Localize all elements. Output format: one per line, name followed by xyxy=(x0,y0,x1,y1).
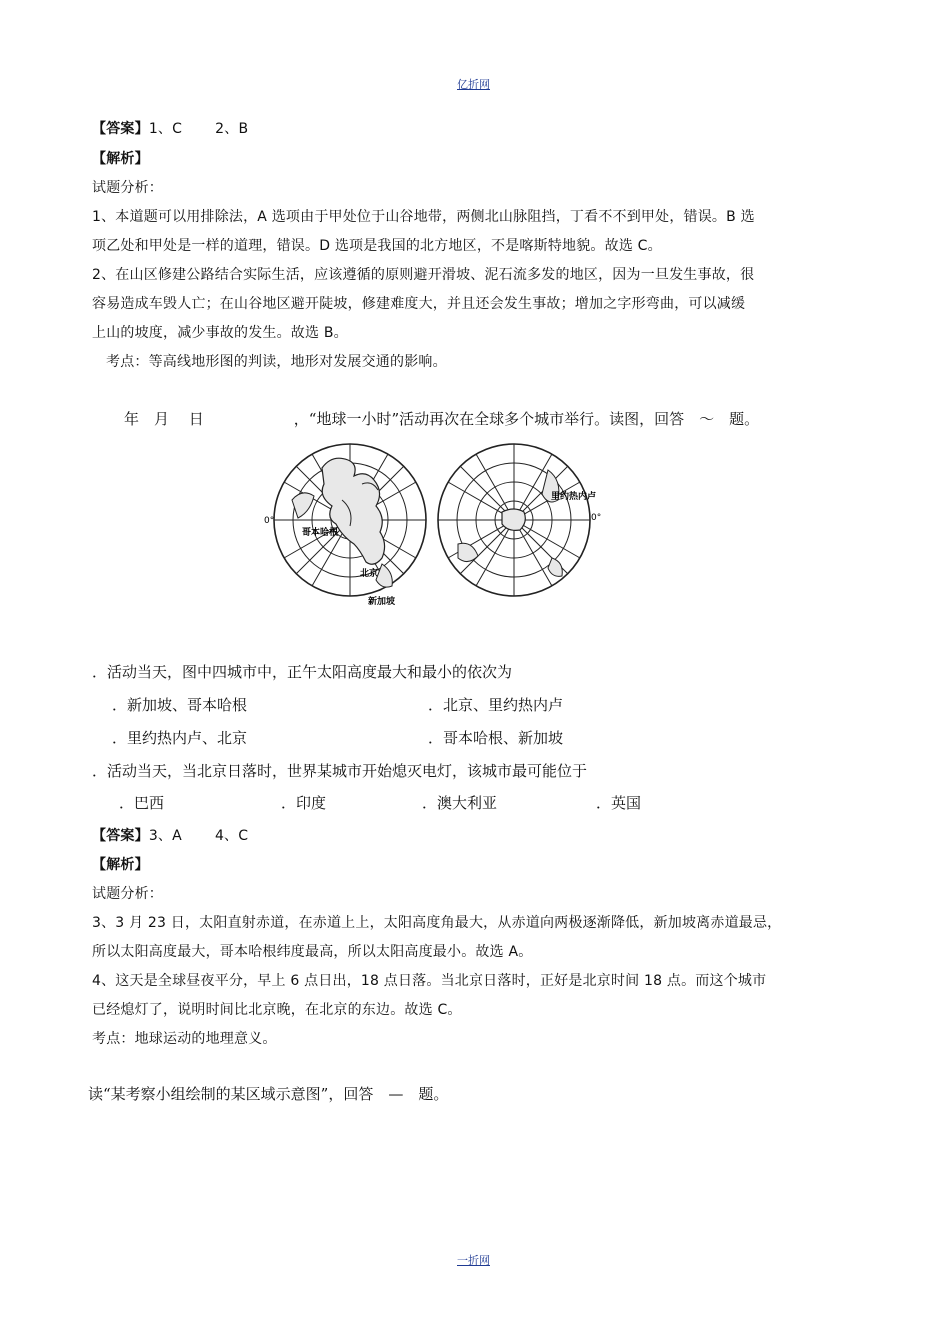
kaodian-2: 考点：地球运动的地理意义。 xyxy=(92,1031,277,1047)
page-header[interactable]: 亿折网 xyxy=(457,78,490,91)
analysis-label: 试题分析： xyxy=(92,886,163,902)
city-label-beijing: 北京 xyxy=(360,569,379,579)
city-label-copenhagen: 哥本哈根 xyxy=(302,528,339,538)
left-map-degree-label: 0° xyxy=(264,516,275,526)
south-polar-map xyxy=(438,444,590,596)
analysis-tag: 【解析】 xyxy=(92,151,149,167)
right-map-degree-label: 0° xyxy=(591,513,602,523)
q3-option-a: ．新加坡、哥本哈根 xyxy=(112,696,248,714)
answer-tag: 【答案】 xyxy=(92,121,149,137)
analysis-p2-line2: 容易造成车毁人亡；在山谷地区避开陡坡，修建难度大，并且还会发生事故；增加之字形弯曲，可以减缓 xyxy=(92,296,746,312)
question-intro: 年 月 日 ，“地球一小时”活动再次在全球多个城市举行。读图，回答 ～ 题。 xyxy=(124,410,760,428)
polar-maps-figure xyxy=(262,440,632,612)
analysis-label: 试题分析： xyxy=(92,180,163,196)
page-footer[interactable]: 一折网 xyxy=(457,1254,490,1267)
analysis-p3-line2: 所以太阳高度最大，哥本哈根纬度最高，所以太阳高度最小。故选 A。 xyxy=(92,944,533,960)
question-3: ．活动当天，图中四城市中，正午太阳高度最大和最小的依次为 xyxy=(92,663,513,681)
analysis-p4-line1: 4、这天是全球昼夜平分，早上 6 点日出，18 点日落。当北京日落时，正好是北京时间 18 点。而这个城市 xyxy=(92,973,767,989)
answer-text: 3、A 4、C xyxy=(148,828,249,844)
q3-option-b: ．北京、里约热内卢 xyxy=(428,696,564,714)
q4-option-a: ．巴西 xyxy=(119,794,165,812)
analysis-p2-line3: 上山的坡度，减少事故的发生。故选 B。 xyxy=(92,325,348,341)
q4-option-c: ．澳大利亚 xyxy=(422,794,498,812)
final-intro: 读“某考察小组绘制的某区域示意图”，回答 — 题。 xyxy=(88,1085,449,1103)
answer-text: 1、C 2、B xyxy=(148,121,249,137)
answer-tag: 【答案】 xyxy=(92,828,149,844)
answer-line-1 xyxy=(92,118,248,138)
analysis-p1-line2: 项乙处和甲处是一样的道理，错误。D 选项是我国的北方地区，不是喀斯特地貌。故选 C。 xyxy=(92,238,662,254)
city-label-singapore: 新加坡 xyxy=(368,597,396,607)
analysis-tag: 【解析】 xyxy=(92,857,149,873)
north-polar-map xyxy=(274,444,426,596)
analysis-p1-line1: 1、本道题可以用排除法，A 选项由于甲处位于山谷地带，两侧北山脉阻挡，丁看不不到甲处，错误。B 选 xyxy=(92,209,755,225)
answer-line-2 xyxy=(92,825,248,845)
q3-option-d: ．哥本哈根、新加坡 xyxy=(428,729,564,747)
q3-option-c: ．里约热内卢、北京 xyxy=(112,729,248,747)
question-4: ．活动当天，当北京日落时，世界某城市开始熄灭电灯，该城市最可能位于 xyxy=(92,762,588,780)
analysis-p3-line1: 3、3 月 23 日，太阳直射赤道，在赤道上上，太阳高度角最大，从赤道向两极逐渐降低，新加坡离赤道最忌， xyxy=(92,915,782,931)
kaodian-1: 考点：等高线地形图的判读，地形对发展交通的影响。 xyxy=(106,354,447,370)
q4-option-b: ．印度 xyxy=(281,794,327,812)
city-label-rio: 里约热内卢 xyxy=(551,492,597,502)
analysis-p2-line1: 2、在山区修建公路结合实际生活，应该遵循的原则避开滑坡、泥石流多发的地区，因为一旦发生事故，很 xyxy=(92,267,755,283)
analysis-p4-line2: 已经熄灯了，说明时间比北京晚，在北京的东边。故选 C。 xyxy=(92,1002,462,1018)
q4-option-d: ．英国 xyxy=(596,794,642,812)
